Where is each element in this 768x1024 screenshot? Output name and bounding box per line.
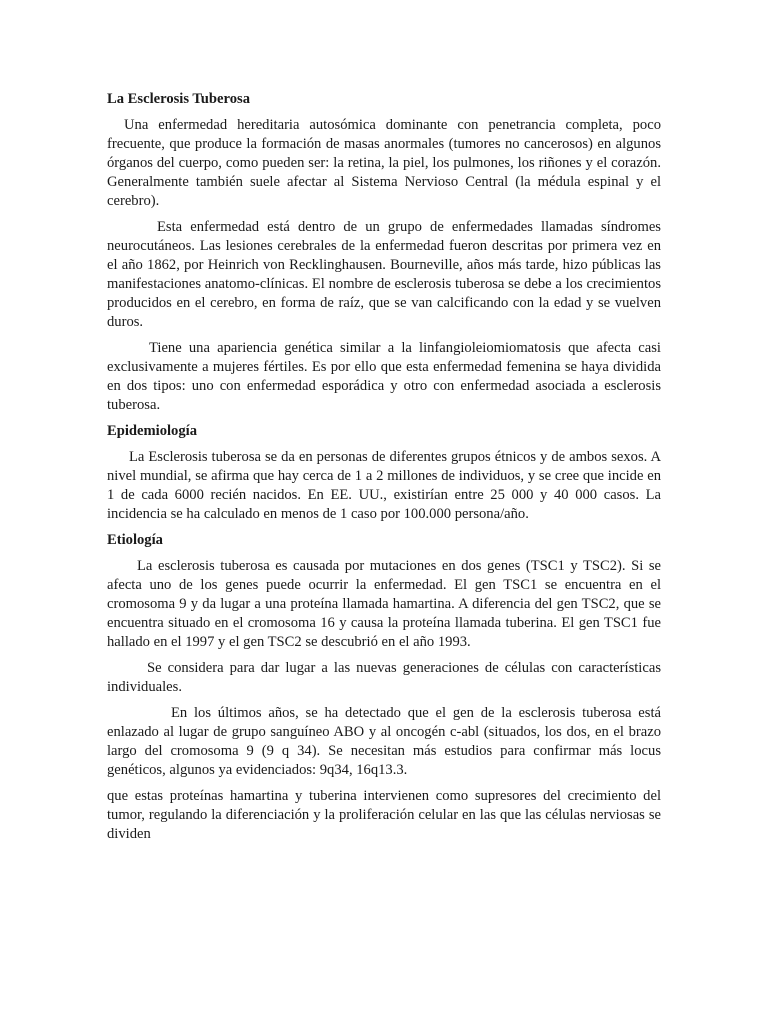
etiology-paragraph-2: Se considera para dar lugar a las nuevas generaciones de células con características individuales. [107,660,661,695]
etiology-paragraph-4: que estas proteínas hamartina y tuberina intervienen como supresores del crecimiento del tumor, regulando la diferenciación y la proliferación celular en las que las células nerviosas se dividen [107,788,661,842]
etiology-paragraph-3: En los últimos años, se ha detectado que el gen de la esclerosis tuberosa está enlazado al lugar de grupo sanguíneo ABO y al oncogén c-abl (situados, los dos, en el brazo largo del cromosoma 9 (9 q 34). Se necesitan más estudios para confirmar más locus genéticos, algunos ya evidenciados: 9q34, 16q13.3. [107,705,661,778]
epidemiology-paragraph-1: La Esclerosis tuberosa se da en personas de diferentes grupos étnicos y de ambos sexos. A nivel mundial, se afirma que hay cerca de 1 a 2 millones de individuos, y se cree que incide en 1 de cada 6000 recién nacidos. En EE. UU., existirían entre 25 000 y 40 000 casos. La incidencia se ha calculado en menos de 1 caso por 100.000 persona/año. [107,449,661,522]
epidemiology-heading: Epidemiología [107,423,198,439]
intro-paragraph-1: Una enfermedad hereditaria autosómica dominante con penetrancia completa, poco frecuente, que produce la formación de masas anormales (tumores no cancerosos) en algunos órganos del cuerpo, como pueden ser: la retina, la piel, los pulmones, los riñones y el corazón. Generalmente también suele afectar al Sistema Nervioso Central (la médula espinal y el cerebro). [107,117,661,209]
document-title: La Esclerosis Tuberosa [107,91,251,107]
document-page [107,90,661,851]
intro-paragraph-3: Tiene una apariencia genética similar a la linfangioleiomiomatosis que afecta casi exclusivamente a mujeres fértiles. Es por ello que esta enfermedad femenina se haya dividida en dos tipos: uno con enfermedad esporádica y otro con enfermedad asociada a esclerosis tuberosa. [107,340,661,413]
etiology-paragraph-1: La esclerosis tuberosa es causada por mutaciones en dos genes (TSC1 y TSC2). Si se afecta uno de los genes puede ocurrir la enfermedad. El gen TSC1 se encuentra en el cromosoma 9 y da lugar a una proteína llamada hamartina. A diferencia del gen TSC2, que se encuentra situado en el cromosoma 16 y causa la proteína llamada tuberina. El gen TSC1 fue hallado en el 1997 y el gen TSC2 se descubrió en el año 1993. [107,558,661,650]
intro-paragraph-2: Esta enfermedad está dentro de un grupo de enfermedades llamadas síndromes neurocutáneos. Las lesiones cerebrales de la enfermedad fueron descritas por primera vez en el año 1862, por Heinrich von Recklinghausen. Bourneville, años más tarde, hizo públicas las manifestaciones anatomo-clínicas. El nombre de esclerosis tuberosa se debe a los crecimientos producidos en el cerebro, en forma de raíz, que se van calcificando con la edad y se vuelven duros. [107,219,661,330]
etiology-heading: Etiología [107,532,163,548]
